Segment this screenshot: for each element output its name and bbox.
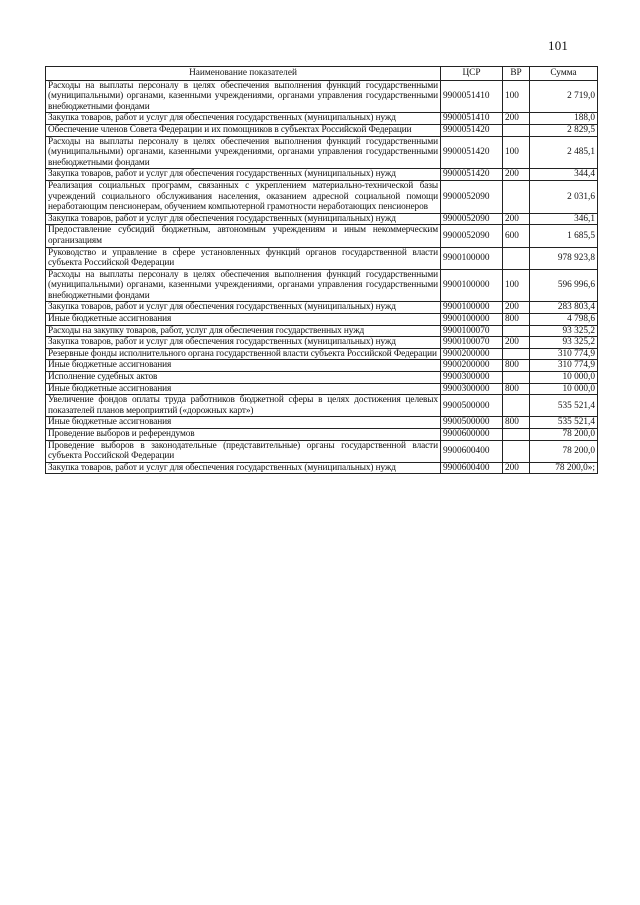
cell-csr: 9900600000 — [441, 429, 503, 441]
cell-vr: 100 — [503, 269, 530, 302]
cell-sum: 4 798,6 — [530, 314, 598, 326]
cell-csr: 9900600400 — [441, 462, 503, 474]
page-number: 101 — [548, 38, 569, 53]
table-body — [46, 80, 598, 474]
cell-csr: 9900052090 — [441, 180, 503, 213]
cell-vr: 800 — [503, 417, 530, 429]
cell-csr: 9900051420 — [441, 124, 503, 136]
table-header — [46, 67, 598, 81]
cell-csr: 9900100000 — [441, 269, 503, 302]
cell-sum: 93 325,2 — [530, 337, 598, 349]
cell-csr: 9900052090 — [441, 213, 503, 225]
cell-name: Исполнение судебных актов — [46, 372, 441, 384]
cell-vr: 800 — [503, 383, 530, 395]
cell-name: Расходы на выплаты персоналу в целях обеспечения выполнения функций государственными (муниципальными) органами, казенными учреждениями, органами управления государственными внебюджетными фондами — [46, 80, 441, 113]
cell-csr: 9900051410 — [441, 80, 503, 113]
cell-vr — [503, 124, 530, 136]
table-row — [46, 372, 598, 384]
cell-name: Закупка товаров, работ и услуг для обеспечения государственных (муниципальных) нужд — [46, 337, 441, 349]
table-row — [46, 169, 598, 181]
cell-name: Реализация социальных программ, связанных с укреплением материально-технической базы учреждений социального обслуживания населения, оказанием адресной социальной помощи неработающим пенсионерам, обучением компьютерной грамотности неработающих пенсионеров — [46, 180, 441, 213]
cell-sum: 78 200,0»; — [530, 462, 598, 474]
cell-sum: 310 774,9 — [530, 360, 598, 372]
table-row — [46, 180, 598, 213]
table-row — [46, 360, 598, 372]
cell-vr — [503, 372, 530, 384]
table-row — [46, 440, 598, 462]
table-row — [46, 269, 598, 302]
table-row — [46, 314, 598, 326]
table-row — [46, 462, 598, 474]
header-sum: Сумма — [530, 67, 598, 81]
budget-table — [45, 66, 598, 474]
cell-sum: 2 485,1 — [530, 136, 598, 169]
table-header-row — [46, 67, 598, 81]
cell-vr: 100 — [503, 80, 530, 113]
cell-csr: 9900100000 — [441, 247, 503, 269]
cell-csr: 9900051410 — [441, 113, 503, 125]
cell-name: Предоставление субсидий бюджетным, автономным учреждениям и иным некоммерческим организациям — [46, 225, 441, 247]
cell-vr — [503, 325, 530, 337]
cell-vr — [503, 180, 530, 213]
cell-name: Закупка товаров, работ и услуг для обеспечения государственных (муниципальных) нужд — [46, 113, 441, 125]
cell-vr — [503, 395, 530, 417]
table-row — [46, 348, 598, 360]
cell-csr: 9900600400 — [441, 440, 503, 462]
cell-sum: 535 521,4 — [530, 395, 598, 417]
cell-vr: 800 — [503, 360, 530, 372]
header-vr: ВР — [503, 67, 530, 81]
cell-csr: 9900051420 — [441, 136, 503, 169]
cell-csr: 9900500000 — [441, 417, 503, 429]
cell-sum: 978 923,8 — [530, 247, 598, 269]
table-row — [46, 136, 598, 169]
table-row — [46, 395, 598, 417]
cell-sum: 78 200,0 — [530, 429, 598, 441]
cell-sum: 310 774,9 — [530, 348, 598, 360]
cell-name: Расходы на выплаты персоналу в целях обеспечения выполнения функций государственными (муниципальными) органами, казенными учреждениями, органами управления государственными внебюджетными фондами — [46, 269, 441, 302]
cell-vr: 200 — [503, 213, 530, 225]
cell-csr: 9900052090 — [441, 225, 503, 247]
cell-name: Закупка товаров, работ и услуг для обеспечения государственных (муниципальных) нужд — [46, 462, 441, 474]
cell-name: Закупка товаров, работ и услуг для обеспечения государственных (муниципальных) нужд — [46, 169, 441, 181]
cell-name: Обеспечение членов Совета Федерации и их помощников в субъектах Российской Федерации — [46, 124, 441, 136]
cell-csr: 9900100000 — [441, 302, 503, 314]
cell-vr: 200 — [503, 462, 530, 474]
cell-sum: 346,1 — [530, 213, 598, 225]
cell-vr: 100 — [503, 136, 530, 169]
table-row — [46, 247, 598, 269]
cell-sum: 2 719,0 — [530, 80, 598, 113]
cell-csr: 9900500000 — [441, 395, 503, 417]
cell-csr: 9900051420 — [441, 169, 503, 181]
header-name: Наименование показателей — [46, 67, 441, 81]
cell-sum: 78 200,0 — [530, 440, 598, 462]
cell-csr: 9900200000 — [441, 348, 503, 360]
cell-sum: 596 996,6 — [530, 269, 598, 302]
cell-name: Руководство и управление в сфере установленных функций органов государственной власти субъекта Российской Федерации — [46, 247, 441, 269]
cell-sum: 1 685,5 — [530, 225, 598, 247]
cell-sum: 188,0 — [530, 113, 598, 125]
cell-name: Расходы на закупку товаров, работ, услуг для обеспечения государственных нужд — [46, 325, 441, 337]
cell-name: Иные бюджетные ассигнования — [46, 360, 441, 372]
cell-vr: 200 — [503, 302, 530, 314]
cell-vr: 200 — [503, 337, 530, 349]
table-row — [46, 429, 598, 441]
cell-sum: 535 521,4 — [530, 417, 598, 429]
cell-sum: 283 803,4 — [530, 302, 598, 314]
cell-name: Увеличение фондов оплаты труда работников бюджетной сферы в целях достижения целевых показателей планов мероприятий («дорожных карт») — [46, 395, 441, 417]
table-row — [46, 213, 598, 225]
cell-sum: 10 000,0 — [530, 372, 598, 384]
cell-sum: 93 325,2 — [530, 325, 598, 337]
table-row — [46, 124, 598, 136]
table-row — [46, 113, 598, 125]
header-csr: ЦСР — [441, 67, 503, 81]
cell-name: Резервные фонды исполнительного органа государственной власти субъекта Российской Федерации — [46, 348, 441, 360]
cell-vr: 600 — [503, 225, 530, 247]
cell-csr: 9900300000 — [441, 372, 503, 384]
table-row — [46, 225, 598, 247]
table-row — [46, 417, 598, 429]
cell-vr — [503, 247, 530, 269]
cell-name: Расходы на выплаты персоналу в целях обеспечения выполнения функций государственными (муниципальными) органами, казенными учреждениями, органами управления государственными внебюджетными фондами — [46, 136, 441, 169]
cell-csr: 9900300000 — [441, 383, 503, 395]
cell-name: Закупка товаров, работ и услуг для обеспечения государственных (муниципальных) нужд — [46, 302, 441, 314]
cell-name: Иные бюджетные ассигнования — [46, 383, 441, 395]
cell-sum: 2 829,5 — [530, 124, 598, 136]
cell-sum: 2 031,6 — [530, 180, 598, 213]
cell-sum: 10 000,0 — [530, 383, 598, 395]
cell-name: Закупка товаров, работ и услуг для обеспечения государственных (муниципальных) нужд — [46, 213, 441, 225]
cell-sum: 344,4 — [530, 169, 598, 181]
cell-vr: 200 — [503, 169, 530, 181]
cell-name: Проведение выборов в законодательные (представительные) органы государственной власти субъекта Российской Федерации — [46, 440, 441, 462]
table-row — [46, 383, 598, 395]
cell-name: Проведение выборов и референдумов — [46, 429, 441, 441]
cell-vr — [503, 440, 530, 462]
cell-vr — [503, 348, 530, 360]
cell-vr: 200 — [503, 113, 530, 125]
table-row — [46, 337, 598, 349]
cell-csr: 9900100070 — [441, 325, 503, 337]
table-row — [46, 325, 598, 337]
cell-name: Иные бюджетные ассигнования — [46, 314, 441, 326]
cell-csr: 9900100000 — [441, 314, 503, 326]
cell-csr: 9900100070 — [441, 337, 503, 349]
table-row — [46, 80, 598, 113]
cell-name: Иные бюджетные ассигнования — [46, 417, 441, 429]
cell-vr — [503, 429, 530, 441]
cell-vr: 800 — [503, 314, 530, 326]
cell-csr: 9900200000 — [441, 360, 503, 372]
table-row — [46, 302, 598, 314]
